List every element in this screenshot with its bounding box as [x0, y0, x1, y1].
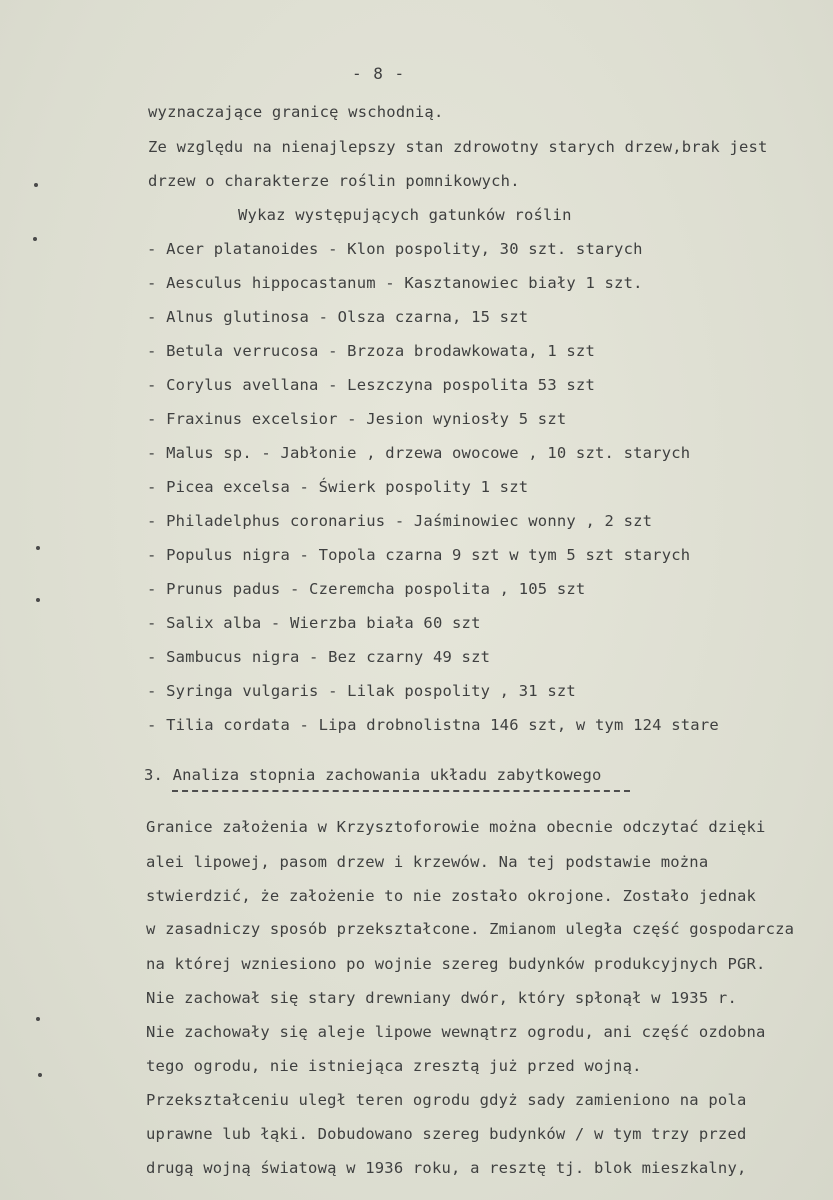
- species-item: - Syringa vulgaris - Lilak pospolity , 31 szt: [147, 682, 576, 700]
- body-line: Nie zachowały się aleje lipowe wewnątrz ogrodu, ani część ozdobna: [146, 1023, 766, 1041]
- margin-mark: [36, 598, 40, 602]
- species-item: - Alnus glutinosa - Olsza czarna, 15 szt: [147, 308, 529, 326]
- species-item: - Betula verrucosa - Brzoza brodawkowata, 1 szt: [147, 342, 595, 360]
- species-item: - Populus nigra - Topola czarna 9 szt w tym 5 szt starych: [147, 546, 691, 564]
- species-item: - Sambucus nigra - Bez czarny 49 szt: [147, 648, 491, 666]
- species-heading: Wykaz występujących gatunków roślin: [238, 206, 572, 224]
- body-line: uprawne lub łąki. Dobudowano szereg budynków / w tym trzy przed: [146, 1125, 747, 1143]
- species-item: - Tilia cordata - Lipa drobnolistna 146 szt, w tym 124 stare: [147, 716, 719, 734]
- species-item: - Picea excelsa - Świerk pospolity 1 szt: [147, 478, 529, 496]
- species-item: - Corylus avellana - Leszczyna pospolita 53 szt: [147, 376, 595, 394]
- intro-line: Ze względu na nienajlepszy stan zdrowotny starych drzew,brak jest: [148, 138, 768, 156]
- body-line: na której wzniesiono po wojnie szereg budynków produkcyjnych PGR.: [146, 955, 766, 973]
- body-line: Nie zachował się stary drewniany dwór, który spłonął w 1935 r.: [146, 989, 737, 1007]
- species-item: - Salix alba - Wierzba biała 60 szt: [147, 614, 481, 632]
- page-number: - 8 -: [352, 64, 406, 83]
- margin-mark: [36, 546, 40, 550]
- species-item: - Prunus padus - Czeremcha pospolita , 105 szt: [147, 580, 586, 598]
- body-line: w zasadniczy sposób przekształcone. Zmianom uległa część gospodarcza: [146, 920, 795, 938]
- body-line: Przekształceniu uległ teren ogrodu gdyż sady zamieniono na pola: [146, 1091, 747, 1109]
- body-line: tego ogrodu, nie istniejąca zresztą już przed wojną.: [146, 1057, 642, 1075]
- section-title-underline: [172, 790, 630, 792]
- species-item: - Malus sp. - Jabłonie , drzewa owocowe , 10 szt. starych: [147, 444, 691, 462]
- body-line: Granice założenia w Krzysztoforowie można obecnie odczytać dzięki: [146, 818, 766, 836]
- body-line: drugą wojną światową w 1936 roku, a resztę tj. blok mieszkalny,: [146, 1159, 747, 1177]
- intro-line: drzew o charakterze roślin pomnikowych.: [148, 172, 520, 190]
- species-item: - Philadelphus coronarius - Jaśminowiec wonny , 2 szt: [147, 512, 653, 530]
- margin-mark: [36, 1017, 40, 1021]
- margin-mark: [38, 1073, 42, 1077]
- species-item: - Acer platanoides - Klon pospolity, 30 szt. starych: [147, 240, 643, 258]
- margin-mark: [33, 237, 37, 241]
- margin-mark: [34, 183, 38, 187]
- species-item: - Aesculus hippocastanum - Kasztanowiec biały 1 szt.: [147, 274, 643, 292]
- body-line: alei lipowej, pasom drzew i krzewów. Na tej podstawie można: [146, 853, 709, 871]
- body-line: stwierdzić, że założenie to nie zostało okrojone. Zostało jednak: [146, 887, 757, 905]
- section-title: 3. Analiza stopnia zachowania układu zabytkowego: [144, 766, 602, 784]
- species-item: - Fraxinus excelsior - Jesion wyniosły 5 szt: [147, 410, 567, 428]
- intro-line: wyznaczające granicę wschodnią.: [148, 103, 444, 121]
